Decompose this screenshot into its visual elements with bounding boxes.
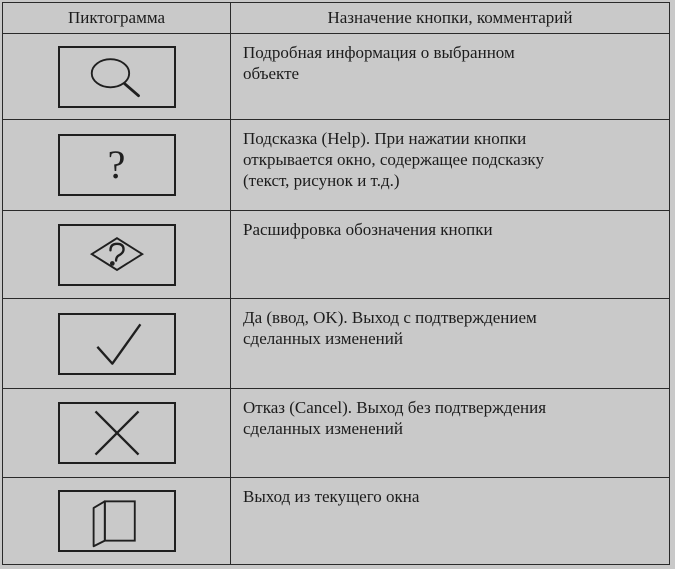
exit-door-icon[interactable] (58, 490, 176, 552)
question-glyph: ? (107, 142, 126, 187)
cross-icon[interactable] (58, 402, 176, 464)
table-row (3, 478, 670, 565)
row-description (231, 389, 670, 478)
description-line: Расшифровка обозначения кнопки (243, 220, 493, 239)
row-description (231, 34, 670, 120)
header-row (3, 3, 670, 34)
magnifier-icon[interactable] (58, 46, 176, 108)
table-row (3, 34, 670, 120)
table-row (3, 211, 670, 299)
table-row (3, 299, 670, 389)
row-description (231, 478, 670, 565)
row-description (231, 211, 670, 299)
table-row (3, 120, 670, 211)
description-line: открывается окно, содержащее подсказку (243, 150, 544, 169)
table-row (3, 389, 670, 478)
row-description (231, 120, 670, 211)
header-pictogram: Пиктограмма (3, 3, 231, 34)
description-line: объекте (243, 64, 300, 83)
description-line: Да (ввод, OK). Выход с подтверждением (243, 308, 537, 327)
checkmark-icon[interactable] (58, 313, 176, 375)
question-mark-icon[interactable] (58, 134, 176, 196)
row-description (231, 299, 670, 389)
description-line: Выход из текущего окна (243, 487, 420, 506)
header-purpose: Назначение кнопки, комментарий (231, 3, 670, 34)
diamond-question-icon[interactable] (58, 224, 176, 286)
button-legend-table (2, 2, 670, 565)
description-line: (текст, рисунок и т.д.) (243, 171, 400, 190)
description-line: сделанных изменений (243, 329, 403, 348)
description-line: Подробная информация о выбранном (243, 43, 515, 62)
description-line: сделанных изменений (243, 419, 403, 438)
description-line: Отказ (Cancel). Выход без подтверждения (243, 398, 547, 417)
description-line: Подсказка (Help). При нажатии кнопки (243, 129, 527, 148)
